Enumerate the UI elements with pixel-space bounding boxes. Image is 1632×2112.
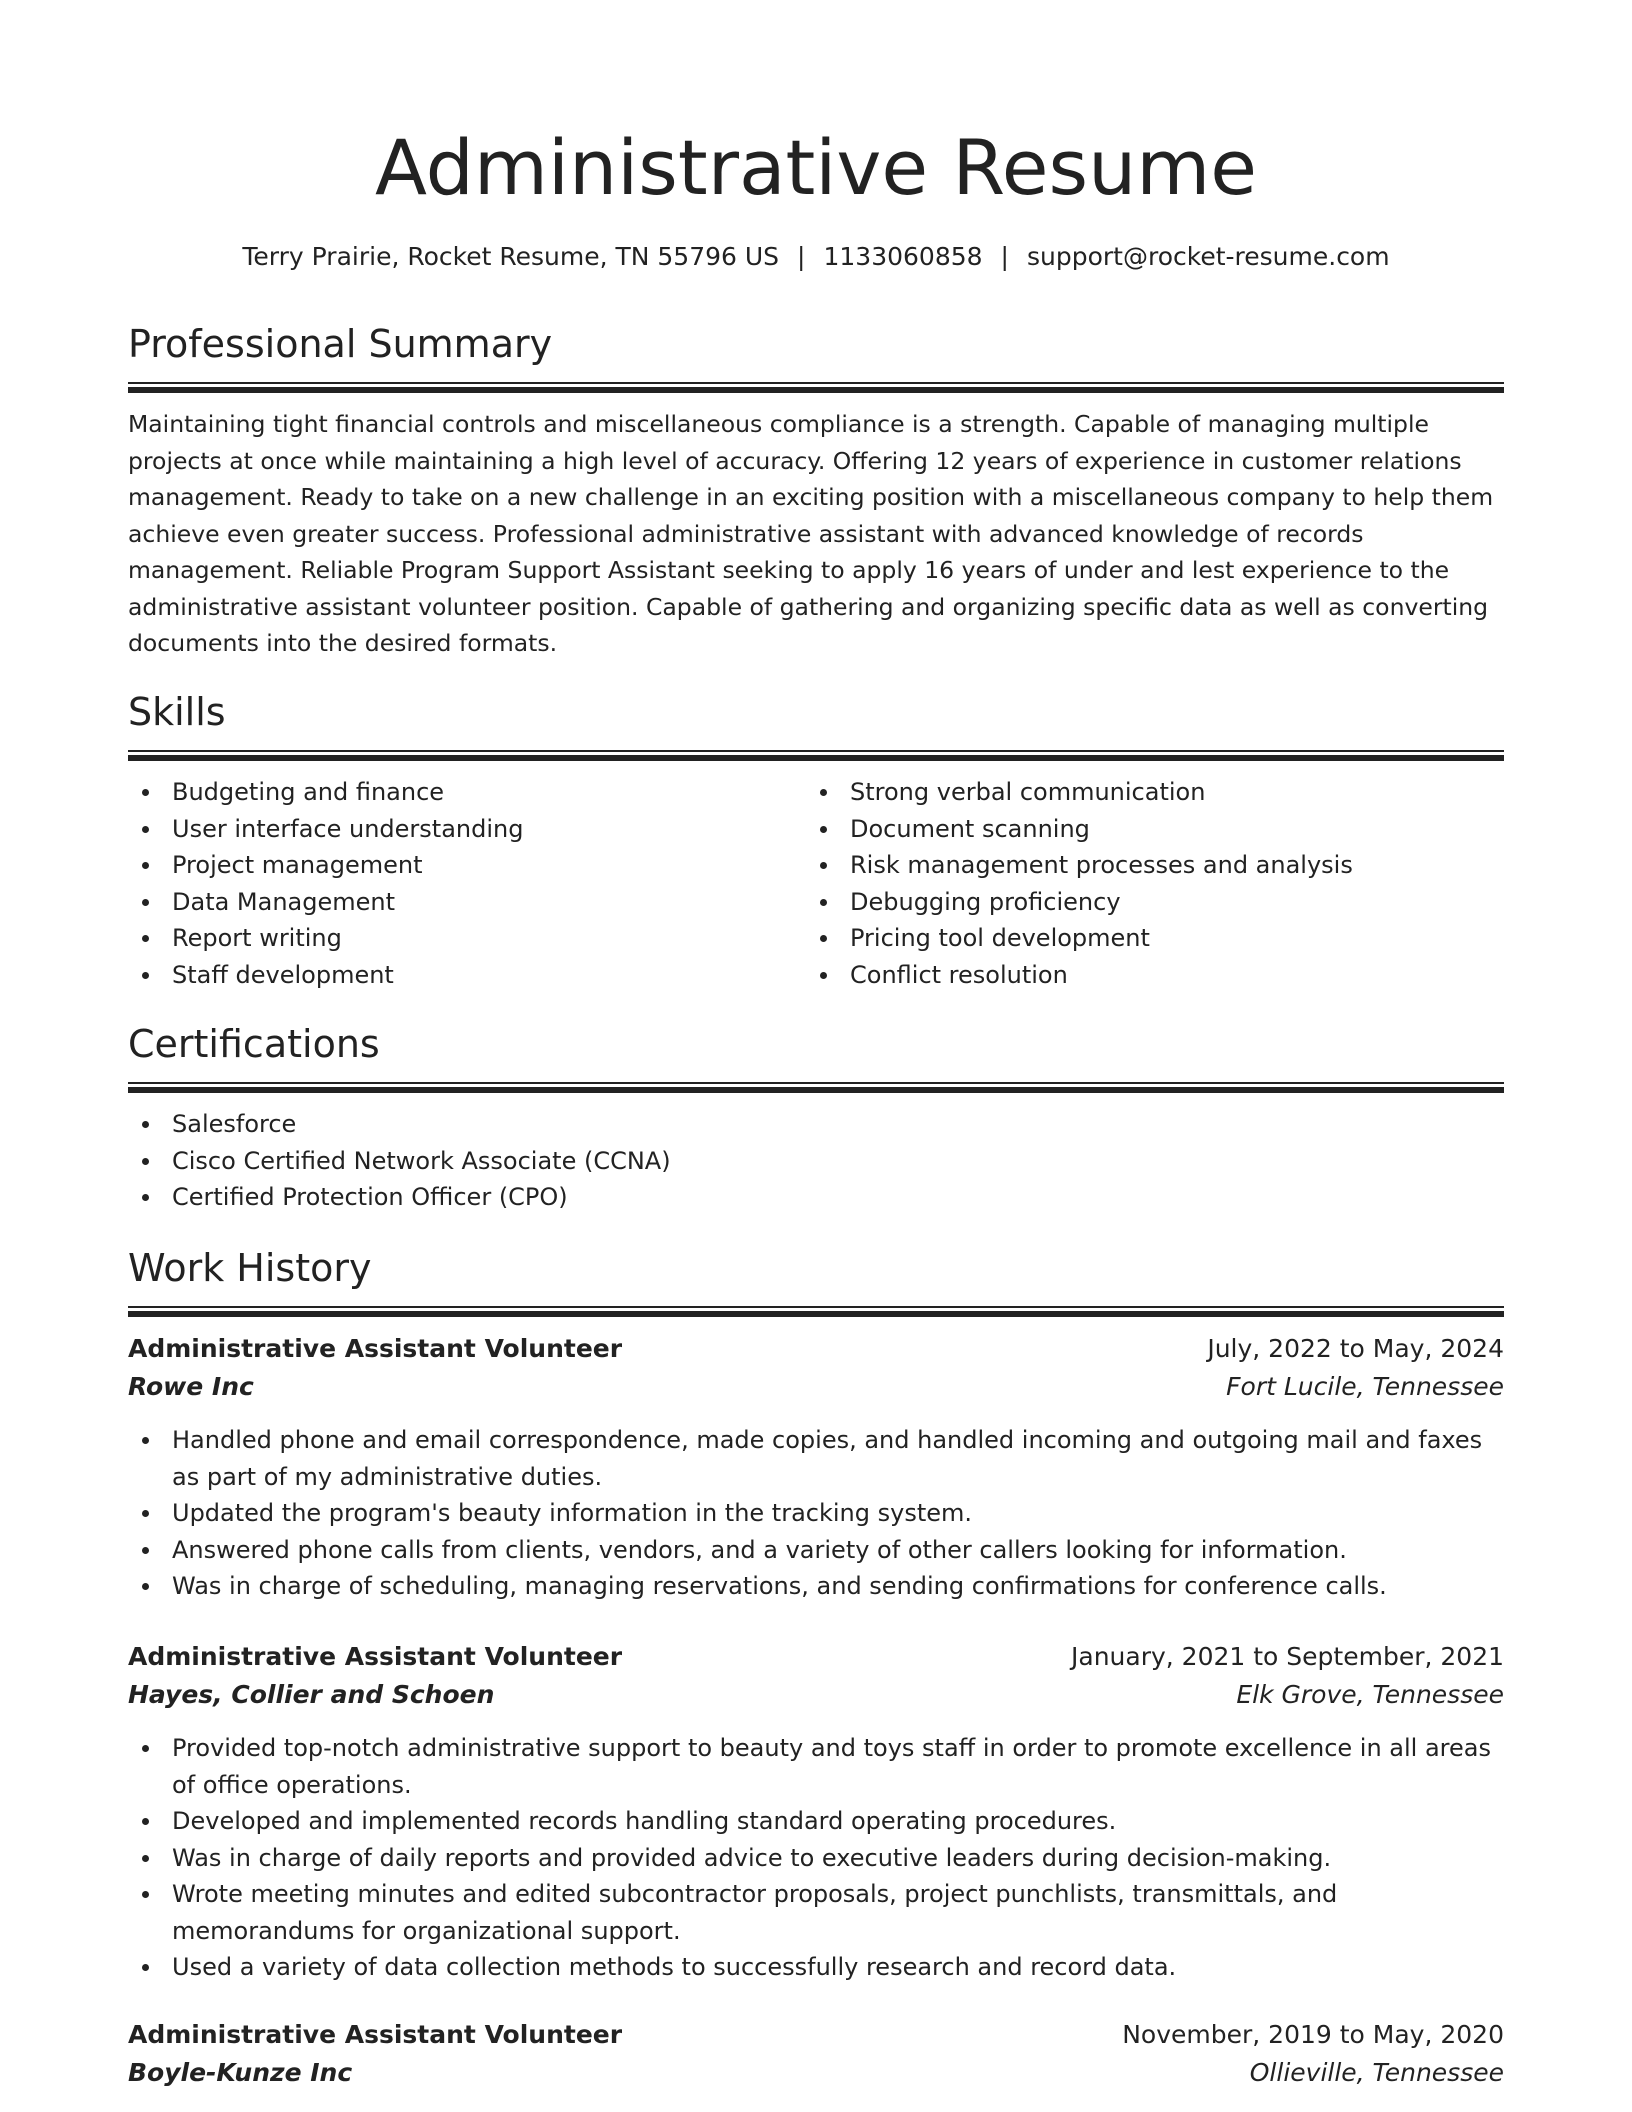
job-company: Boyle-Kunze Inc (128, 2058, 353, 2087)
job-duty: Handled phone and email correspondence, made copies, and handled incoming and outgoing mail and faxes as part of my administrative duties. (128, 1422, 1504, 1495)
job-entry (128, 2016, 1504, 2092)
job-dates: November, 2019 to May, 2020 (1122, 2020, 1504, 2049)
skill-item: Risk management processes and analysis (806, 847, 1484, 884)
job-location: Fort Lucile, Tennessee (1226, 1372, 1504, 1401)
skill-item: Budgeting and finance (128, 774, 806, 811)
skills-columns (128, 774, 1504, 993)
job-location: Elk Grove, Tennessee (1236, 1680, 1504, 1709)
job-title: Administrative Assistant Volunteer (128, 2020, 623, 2049)
certifications-list (128, 1106, 1504, 1216)
job-entry (128, 1330, 1504, 1605)
skills-heading: Skills (128, 690, 226, 734)
skill-item: Staff development (128, 957, 806, 994)
skill-item: Data Management (128, 884, 806, 921)
certification-item: Salesforce (128, 1106, 1504, 1143)
job-dates: July, 2022 to May, 2024 (1207, 1334, 1504, 1363)
job-duty: Provided top-notch administrative support to beauty and toys staff in order to promote excellence in all areas of office operations. (128, 1730, 1504, 1803)
work-history-section (128, 1242, 1504, 1316)
job-company: Rowe Inc (128, 1372, 254, 1401)
skill-item: Document scanning (806, 811, 1484, 848)
job-header-row (128, 1638, 1504, 1676)
summary-section (128, 318, 1504, 662)
section-divider (128, 1306, 1504, 1316)
certification-item: Certified Protection Officer (CPO) (128, 1179, 1504, 1216)
skill-item: Strong verbal communication (806, 774, 1484, 811)
contact-phone: 1133060858 (823, 242, 983, 271)
page-title: Administrative Resume (374, 123, 1258, 212)
job-company-row (128, 1368, 1504, 1406)
job-header-row (128, 2016, 1504, 2054)
section-divider (128, 750, 1504, 760)
summary-heading: Professional Summary (128, 322, 553, 366)
skill-item: Conflict resolution (806, 957, 1484, 994)
job-company-row (128, 2054, 1504, 2092)
job-duties-list (128, 1730, 1504, 1986)
job-duty: Was in charge of daily reports and provided advice to executive leaders during decision-making. (128, 1840, 1504, 1877)
job-duty: Wrote meeting minutes and edited subcontractor proposals, project punchlists, transmittals, and memorandums for organizational support. (128, 1876, 1504, 1949)
certifications-heading: Certifications (128, 1022, 380, 1066)
job-company-row (128, 1676, 1504, 1714)
contact-line (128, 238, 1504, 276)
contact-separator: | (797, 242, 806, 271)
job-duty: Developed and implemented records handling standard operating procedures. (128, 1803, 1504, 1840)
skill-item: Pricing tool development (806, 920, 1484, 957)
job-duty: Answered phone calls from clients, vendors, and a variety of other callers looking for information. (128, 1532, 1504, 1569)
contact-address: Terry Prairie, Rocket Resume, TN 55796 US (242, 242, 780, 271)
contact-separator: | (1000, 242, 1009, 271)
skills-list-right (806, 774, 1484, 993)
skills-list-left (128, 774, 806, 993)
job-header-row (128, 1330, 1504, 1368)
job-company: Hayes, Collier and Schoen (128, 1680, 495, 1709)
contact-email[interactable]: support@rocket-resume.com (1026, 242, 1390, 271)
skills-section (128, 686, 1504, 993)
job-duty: Used a variety of data collection methods to successfully research and record data. (128, 1949, 1504, 1986)
skill-item: Debugging proficiency (806, 884, 1484, 921)
work-history-heading: Work History (128, 1246, 372, 1290)
job-duty: Was in charge of scheduling, managing reservations, and sending confirmations for conference calls. (128, 1568, 1504, 1605)
section-divider (128, 1082, 1504, 1092)
section-divider (128, 382, 1504, 392)
job-title: Administrative Assistant Volunteer (128, 1642, 623, 1671)
certifications-section (128, 1018, 1504, 1216)
certification-item: Cisco Certified Network Associate (CCNA) (128, 1143, 1504, 1180)
skill-item: User interface understanding (128, 811, 806, 848)
job-title: Administrative Assistant Volunteer (128, 1334, 623, 1363)
job-entry (128, 1638, 1504, 1986)
job-location: Ollieville, Tennessee (1249, 2058, 1504, 2087)
job-duty: Updated the program's beauty information in the tracking system. (128, 1495, 1504, 1532)
job-dates: January, 2021 to September, 2021 (1071, 1642, 1504, 1671)
skill-item: Project management (128, 847, 806, 884)
skill-item: Report writing (128, 920, 806, 957)
job-duties-list (128, 1422, 1504, 1605)
summary-text: Maintaining tight financial controls and miscellaneous compliance is a strength. Capable of managing multiple projects at once while maintaining a high level of accuracy. Offering 12 years of experience in customer relations management. Ready to take on a new challenge in an exciting position with a miscellaneous company to help them achieve even greater success. Professional administrative assistant with advanced knowledge of records management. Reliable Program Support Assistant seeking to apply 16 years of under and lest experience to the administrative assistant volunteer position. Capable of gathering and organizing specific data as well as converting documents into the desired formats. (128, 410, 1494, 657)
